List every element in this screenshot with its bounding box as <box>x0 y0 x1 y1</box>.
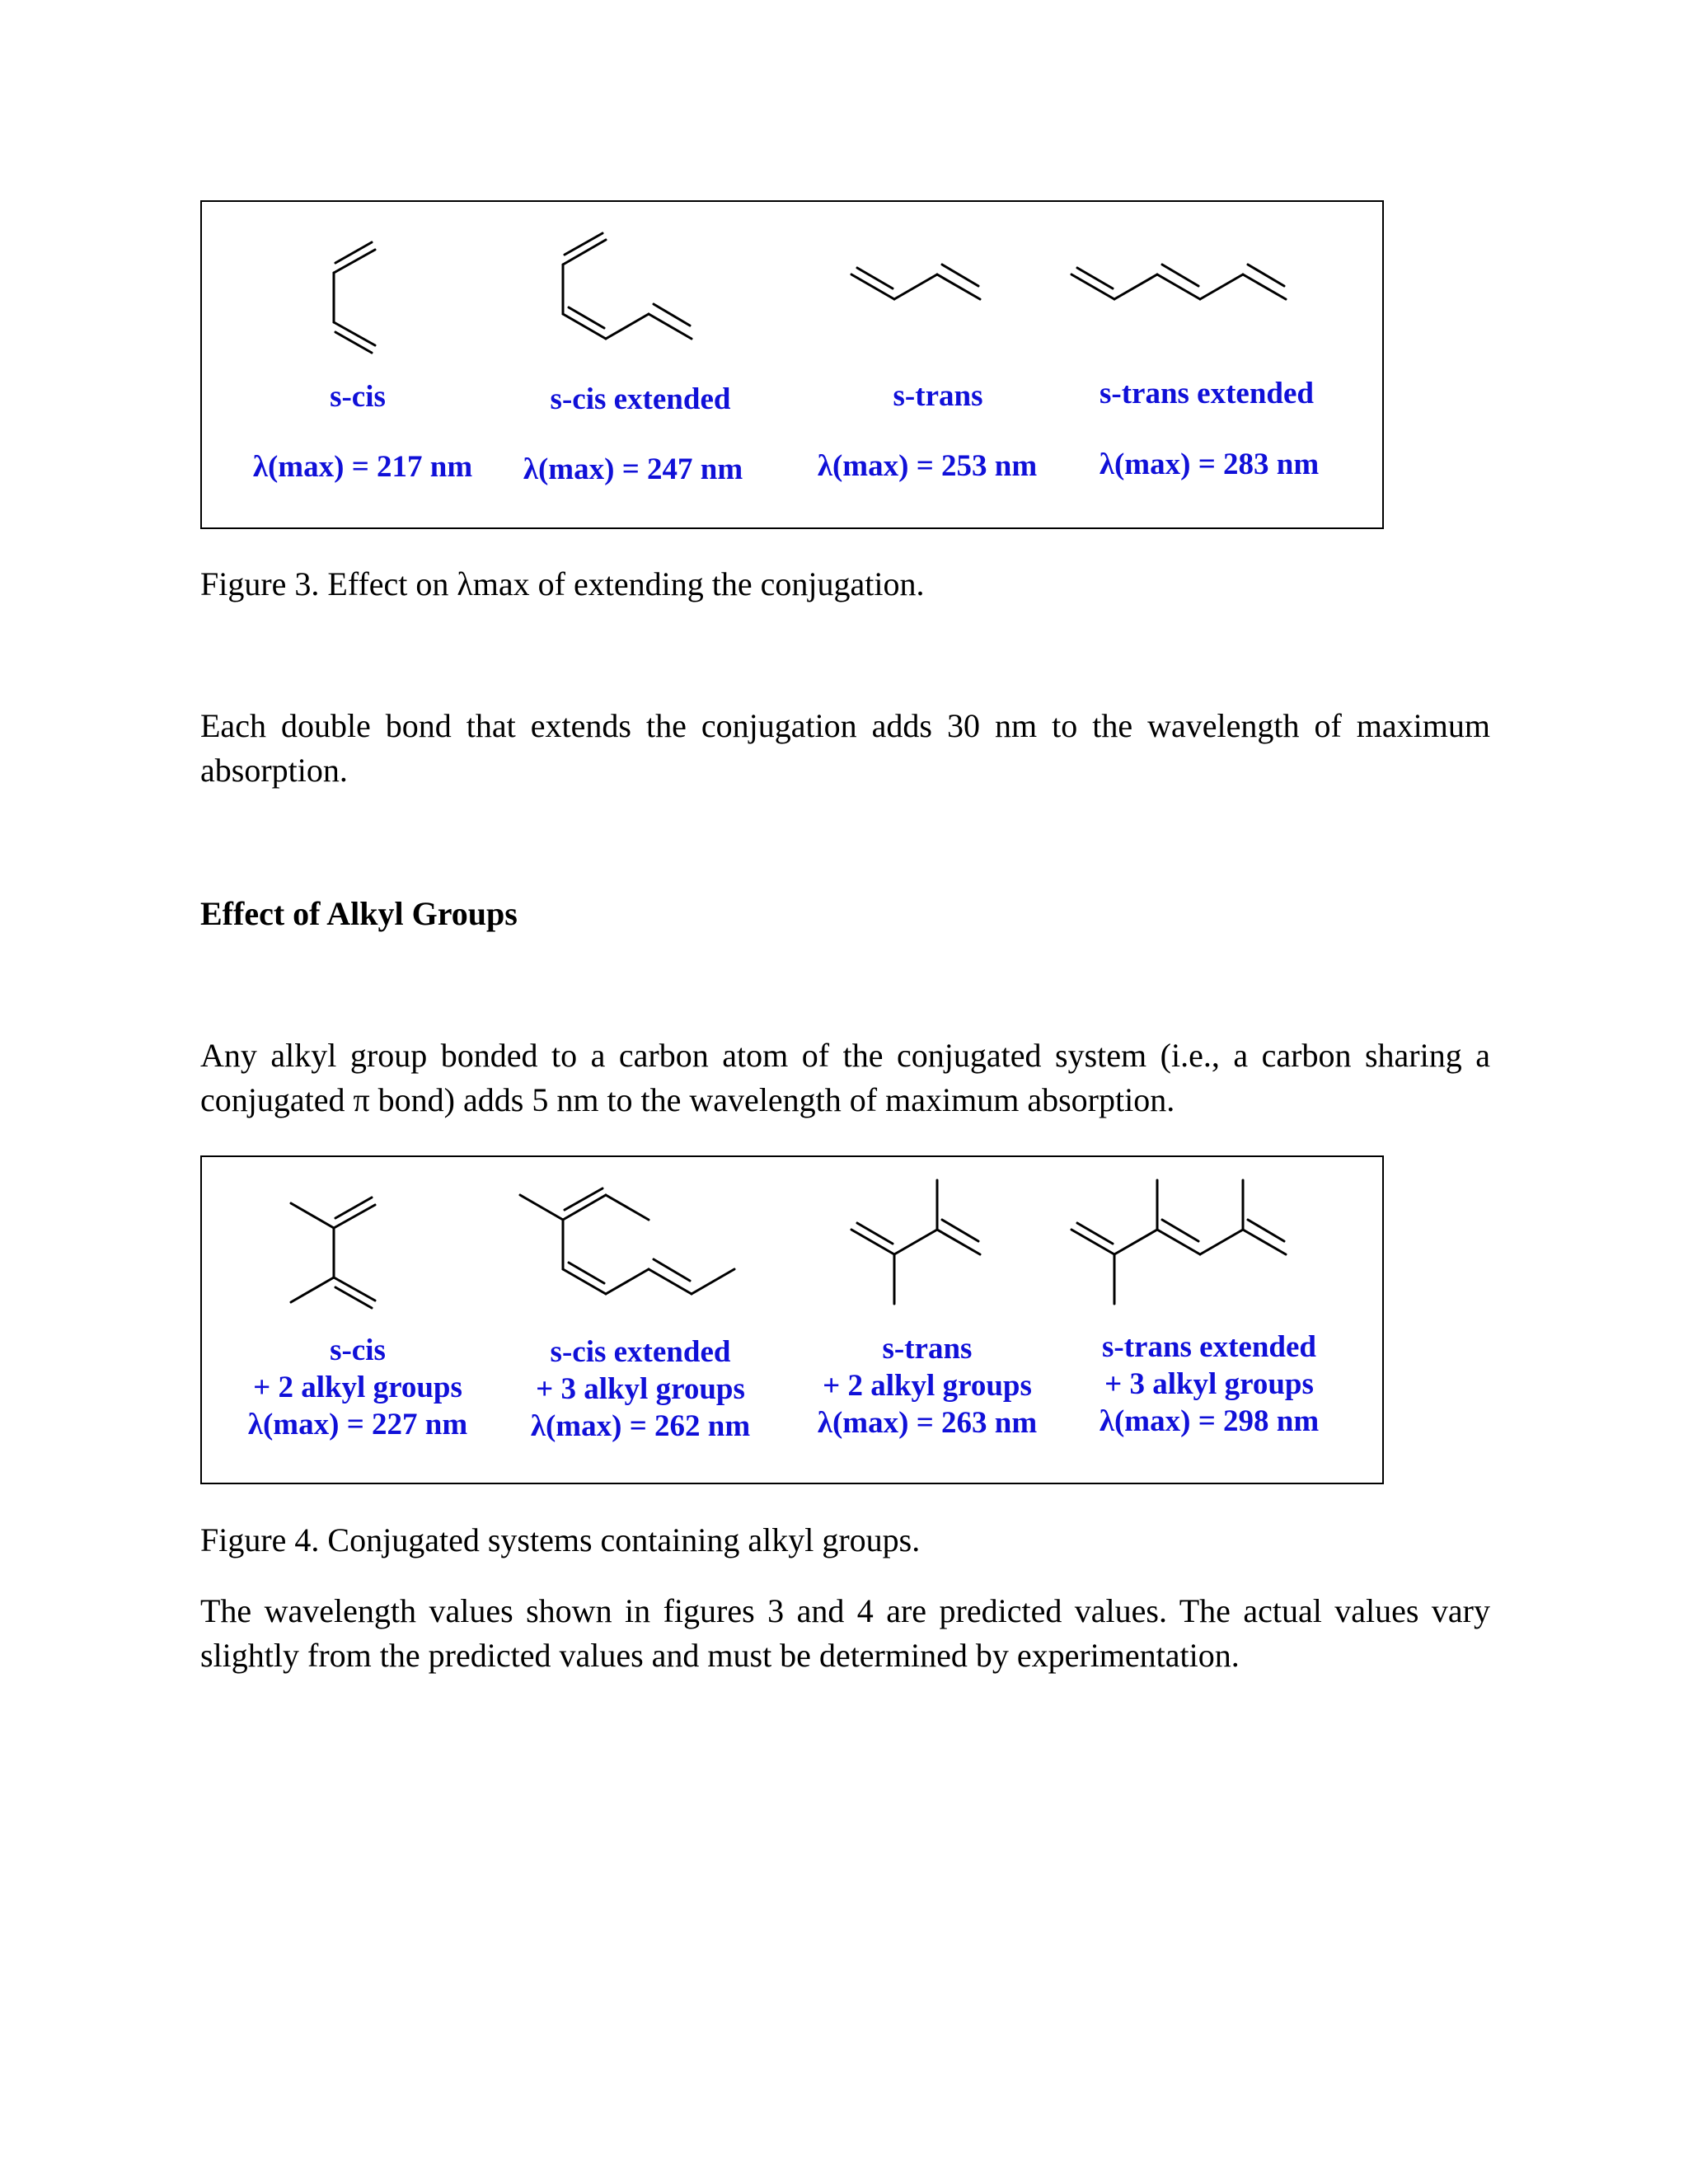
paragraph-conjugation: Each double bond that extends the conjugation adds 30 nm to the wavelength of maximum absorption. <box>200 707 1490 789</box>
section-heading-alkyl-groups: Effect of Alkyl Groups <box>200 895 518 932</box>
figure-4-box <box>200 1155 1384 1484</box>
s-trans-diene-structure <box>851 265 980 299</box>
fig4-s-trans-extended-name: s-trans extended <box>1101 1330 1316 1364</box>
fig3-lambda-s-trans-extended: λ(max) = 283 nm <box>1099 448 1320 481</box>
s-cis-dimethyl-diene-structure <box>291 1197 375 1308</box>
paragraph-alkyl-groups: Any alkyl group bonded to a carbon atom of the conjugated system (i.e., a carbon sharing a conjugated π bond) adds 5 nm to the wavelength of maximum absorption. <box>200 1037 1490 1118</box>
fig4-s-cis-extended-groups: + 3 alkyl groups <box>536 1372 745 1406</box>
fig3-lambda-s-cis: λ(max) = 217 nm <box>252 450 473 484</box>
figure-4-caption: Figure 4. Conjugated systems containing alkyl groups. <box>200 1521 921 1558</box>
fig3-label-s-trans: s-trans <box>893 379 983 413</box>
fig3-lambda-s-trans: λ(max) = 253 nm <box>817 449 1038 483</box>
fig4-s-cis-lambda: λ(max) = 227 nm <box>247 1408 468 1441</box>
s-trans-extended-triene-structure <box>1071 265 1286 299</box>
fig4-s-trans-groups: + 2 alkyl groups <box>823 1369 1032 1403</box>
fig4-s-cis-extended-lambda: λ(max) = 262 nm <box>530 1409 751 1443</box>
fig4-label-s-cis <box>248 1332 467 1443</box>
figure-3-caption: Figure 3. Effect on λmax of extending the conjugation. <box>200 565 925 602</box>
fig4-s-trans-lambda: λ(max) = 263 nm <box>817 1406 1038 1440</box>
fig4-s-trans-extended-lambda: λ(max) = 298 nm <box>1099 1404 1320 1438</box>
s-cis-extended-trimethyl-triene-structure <box>520 1188 734 1294</box>
fig4-label-s-cis-extended <box>531 1333 750 1445</box>
fig4-s-trans-name: s-trans <box>882 1332 973 1366</box>
paragraph-predicted-values: The wavelength values shown in figures 3 and 4 are predicted values. The actual values vary slightly from the predicted values and must be determined by experimentation. <box>200 1592 1490 1674</box>
figure-3-box <box>200 200 1384 529</box>
s-cis-extended-triene-structure <box>563 233 692 339</box>
s-trans-extended-trimethyl-triene-structure <box>1071 1180 1286 1304</box>
fig4-s-cis-groups: + 2 alkyl groups <box>253 1371 462 1404</box>
fig3-label-s-trans-extended: s-trans extended <box>1099 377 1315 410</box>
fig4-s-cis-name: s-cis <box>330 1333 386 1367</box>
fig3-lambda-s-cis-extended: λ(max) = 247 nm <box>523 452 743 486</box>
fig4-label-s-trans-extended <box>1100 1329 1319 1440</box>
fig4-s-cis-extended-name: s-cis extended <box>550 1335 731 1369</box>
s-trans-dimethyl-diene-structure <box>851 1180 980 1304</box>
fig3-label-s-cis-extended: s-cis extended <box>550 382 731 416</box>
fig4-s-trans-extended-groups: + 3 alkyl groups <box>1104 1367 1314 1401</box>
fig3-label-s-cis: s-cis <box>330 380 386 414</box>
s-cis-diene-structure <box>334 242 375 353</box>
fig4-label-s-trans <box>818 1330 1037 1441</box>
